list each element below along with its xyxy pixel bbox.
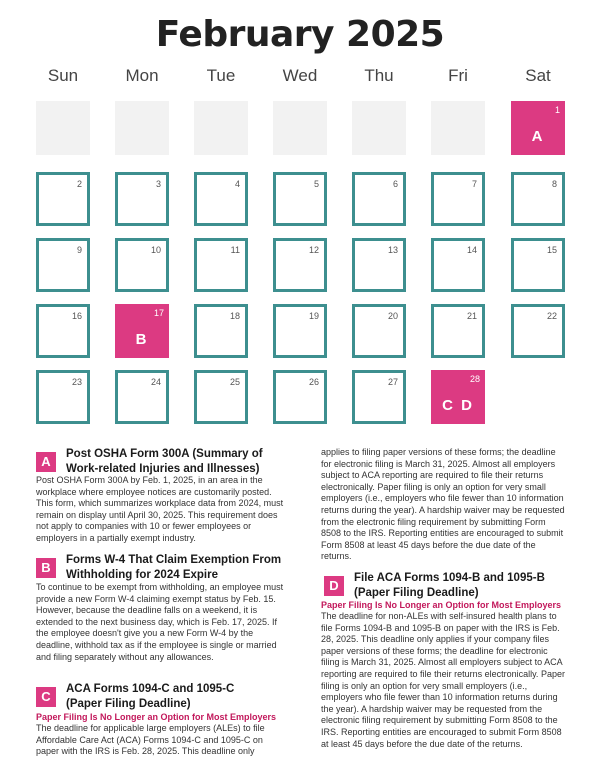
- section-d-badge: D: [324, 576, 344, 596]
- section-b-body: To continue to be exempt from withholding, an employee must provide a new Form W-4 claiming exempt status by Feb. 15. However, because the deadline falls on a weekend, it is extended to the next business day, which is Feb. 17, 2025. If the employee doesn't give you a new Form W-4 by the deadline, withhold tax as if the employee is single or married and filing separately without any allowances.: [36, 582, 284, 662]
- section-d-title: File ACA Forms 1094-B and 1095-B (Paper Filing Deadline): [354, 572, 545, 599]
- day-number: 21: [466, 311, 477, 321]
- calendar-day-10: [115, 238, 169, 292]
- day-number: 10: [150, 245, 161, 255]
- calendar-day-25: [194, 370, 248, 424]
- day-number: 20: [387, 311, 398, 321]
- calendar-empty-cell: [36, 101, 90, 155]
- page-title: February 2025: [155, 14, 445, 55]
- section-d-subtitle: Paper Filing Is No Longer an Option for Most Employers: [321, 600, 562, 610]
- day-number: 26: [308, 377, 319, 387]
- day-number: 13: [387, 245, 398, 255]
- day-number: 11: [230, 245, 240, 255]
- calendar-day-5: [273, 172, 327, 226]
- weekday-tue: Tue: [206, 66, 236, 85]
- weekday-wed: Wed: [282, 66, 318, 85]
- day-number: 16: [71, 311, 82, 321]
- section-a-title: Post OSHA Form 300A (Summary of Work-related Injuries and Illnesses): [66, 448, 263, 475]
- event-tag: B: [135, 331, 149, 348]
- day-number: 9: [76, 245, 82, 255]
- day-number: 12: [308, 245, 319, 255]
- calendar-day-4: [194, 172, 248, 226]
- day-number: 4: [234, 179, 240, 189]
- section-c-subtitle: Paper Filing Is No Longer an Option for Most Employers: [36, 712, 277, 722]
- calendar-day-26: [273, 370, 327, 424]
- calendar-day-6: [352, 172, 406, 226]
- day-number: 23: [71, 377, 82, 387]
- calendar-day-24: [115, 370, 169, 424]
- section-c-body: The deadline for applicable large employers (ALEs) to file Affordable Care Act (ACA) Forms 1094-C and 1095-C on paper with the IRS is Feb. 28, 2025. This deadline only: [36, 723, 265, 757]
- calendar-day-21: [431, 304, 485, 358]
- calendar-day-16: [36, 304, 90, 358]
- day-number: 24: [150, 377, 161, 387]
- calendar-day-14: [431, 238, 485, 292]
- calendar-day-27: [352, 370, 406, 424]
- day-number: 25: [229, 377, 240, 387]
- calendar-day-17: [115, 304, 169, 358]
- day-number: 1: [554, 105, 560, 115]
- calendar-day-13: [352, 238, 406, 292]
- calendar-day-20: [352, 304, 406, 358]
- section-d-body: The deadline for non-ALEs with self-insured health plans to file Forms 1094-B and 1095-B on paper with the IRS is Feb. 28, 2025. This deadline only applies if your company files paper versions of these forms; the deadline for electronic filing is March 31, 2025. Almost all employers subject to ACA reporting are required to file their returns electronically. Paper filing is only an option for very small employers (i.e., employers who file fewer than 10 information returns during the year). A hardship waiver may be requested from the electronic filing requirement by submitting Form 8508 to the IRS. Reporting entities are encouraged to submit Form 8508 at least 45 days before the due date of the returns.: [321, 611, 565, 749]
- section-c-continued-body: applies to filing paper versions of these forms; the deadline for electronic filing is March 31, 2025. Almost all employers subject to ACA reporting are required to file their returns electronically. Paper filing is only an option for very small employers (i.e., employers who file fewer than 10 information returns during the year). A hardship waiver may be requested from the electronic filing requirement by submitting Form 8508 to the IRS. Reporting entities are encouraged to submit Form 8508 at least 45 days before the due date of the returns.: [321, 447, 565, 562]
- calendar-day-22: [511, 304, 565, 358]
- calendar-day-1: [511, 101, 565, 155]
- section-a-badge: A: [36, 452, 56, 472]
- day-number: 14: [466, 245, 477, 255]
- weekday-mon: Mon: [125, 66, 159, 85]
- day-number: 5: [313, 179, 319, 189]
- day-number: 2: [76, 179, 82, 189]
- calendar-day-7: [431, 172, 485, 226]
- calendar-empty-cell: [273, 101, 327, 155]
- weekday-sat: Sat: [525, 66, 551, 85]
- calendar-day-3: [115, 172, 169, 226]
- calendar-day-12: [273, 238, 327, 292]
- day-number: 22: [546, 311, 557, 321]
- calendar-empty-cell: [352, 101, 406, 155]
- weekday-fri: Fri: [448, 66, 468, 85]
- day-number: 6: [392, 179, 398, 189]
- section-b-badge: B: [36, 558, 56, 578]
- calendar-day-23: [36, 370, 90, 424]
- day-number: 18: [229, 311, 240, 321]
- event-tag: A: [531, 128, 545, 145]
- section-a-body: Post OSHA Form 300A by Feb. 1, 2025, in an area in the workplace where employee notices are customarily posted. This form, which summarizes workplace data from 2024, must remain on display until April 30, 2025. This requirement does not apply to companies with 10 or fewer employees or employers in a partially exempt industry.: [36, 475, 284, 543]
- day-number: 7: [471, 179, 477, 189]
- calendar-empty-cell: [194, 101, 248, 155]
- day-number: 27: [387, 377, 398, 387]
- day-number: 3: [155, 179, 161, 189]
- day-number: 19: [308, 311, 319, 321]
- calendar-day-2: [36, 172, 90, 226]
- calendar-day-28: [431, 370, 485, 424]
- day-number: 17: [153, 308, 164, 318]
- calendar-day-15: [511, 238, 565, 292]
- calendar-empty-cell: [115, 101, 169, 155]
- day-number: 28: [469, 374, 480, 384]
- section-c-badge: C: [36, 687, 56, 707]
- section-c-title: ACA Forms 1094-C and 1095-C (Paper Filing Deadline): [66, 683, 235, 710]
- calendar-day-18: [194, 304, 248, 358]
- event-tag: C D: [442, 397, 474, 414]
- weekday-thu: Thu: [364, 66, 394, 85]
- day-number: 8: [551, 179, 557, 189]
- day-number: 15: [546, 245, 557, 255]
- calendar-day-19: [273, 304, 327, 358]
- calendar-empty-cell: [431, 101, 485, 155]
- calendar-day-9: [36, 238, 90, 292]
- calendar-day-8: [511, 172, 565, 226]
- calendar-day-11: [194, 238, 248, 292]
- section-b-title: Forms W-4 That Claim Exemption From Withholding for 2024 Expire: [66, 554, 282, 581]
- weekday-sun: Sun: [47, 66, 79, 85]
